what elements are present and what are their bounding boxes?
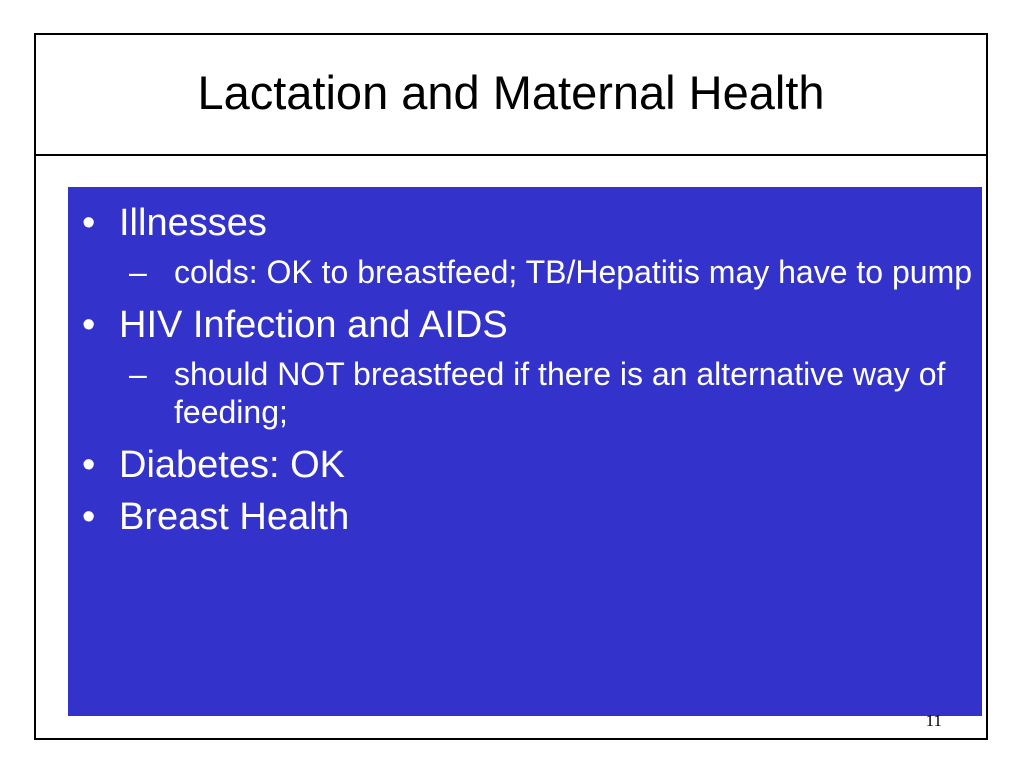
title-box <box>34 33 988 156</box>
sub-list <box>119 355 982 431</box>
bullet-marker: • <box>82 304 96 346</box>
sub-item <box>129 355 982 431</box>
bullet-marker: • <box>82 496 96 538</box>
bullet-list <box>82 201 982 539</box>
page-number: 11 <box>925 711 942 730</box>
bullet-text: Illnesses <box>119 202 267 244</box>
sub-item-text: should NOT breastfeed if there is an alternative way of feeding; <box>174 356 946 430</box>
dash-marker: – <box>129 254 147 290</box>
bullet-marker: • <box>82 444 96 486</box>
sub-list <box>119 253 982 291</box>
bullet-item <box>82 443 982 487</box>
bullet-item <box>82 201 982 291</box>
slide-title: Lactation and Maternal Health <box>197 66 825 119</box>
bullet-text: Breast Health <box>119 496 350 538</box>
bullet-marker: • <box>82 202 96 244</box>
content-box <box>68 187 982 716</box>
bullet-item <box>82 495 982 539</box>
dash-marker: – <box>129 356 147 392</box>
bullet-text: HIV Infection and AIDS <box>119 304 508 346</box>
sub-item <box>129 253 982 291</box>
bullet-text: Diabetes: OK <box>119 444 345 486</box>
sub-item-text: colds: OK to breastfeed; TB/Hepatitis may have to pump <box>174 254 973 290</box>
bullet-item <box>82 303 982 431</box>
